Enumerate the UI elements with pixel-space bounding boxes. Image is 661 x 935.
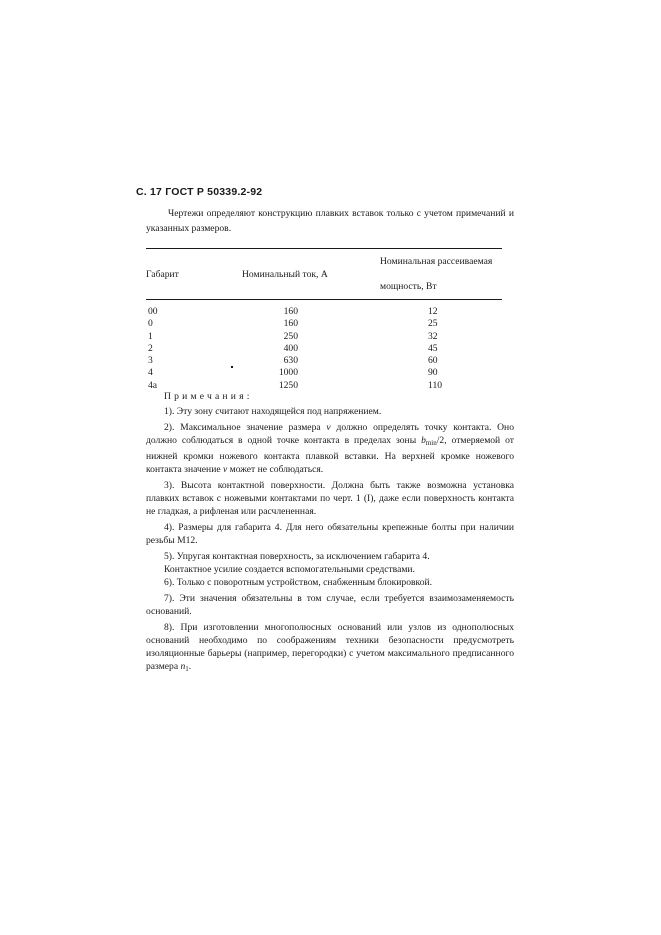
table-row bbox=[146, 331, 502, 343]
column-header-size: Габарит bbox=[146, 249, 230, 300]
table-row bbox=[146, 367, 502, 379]
note-2 bbox=[146, 421, 514, 476]
cell-size: 3 bbox=[148, 355, 153, 367]
n1-symbol bbox=[180, 661, 192, 673]
page-header: С. 17 ГОСТ Р 50339.2-92 bbox=[136, 186, 263, 198]
cell-current: 630 bbox=[283, 355, 298, 367]
cell-current: 1000 bbox=[278, 367, 298, 379]
note-8-text: 8). При изготовлении многополюсных оснований или узлов из однополюсных оснований необходимо по соображениям техники безопасности предусмотреть изоляционные барьеры (например, перегородки) с учетом максимального предписанного размера bbox=[146, 622, 514, 672]
note-6: 6). Только с поворотным устройством, снабженным блокировкой. bbox=[164, 577, 433, 588]
note-3: 3). Высота контактной поверхности. Должна быть также возможна установка плавких вставок с ножевыми контактами по черт. 1 (I), даже если поверхность контакта не гладкая, а рифленая или расчлененная. bbox=[146, 480, 514, 517]
cell-size: 0 bbox=[148, 318, 153, 330]
notes-title: Примечания: bbox=[164, 391, 253, 402]
cell-power: 32 bbox=[428, 330, 438, 342]
cell-power: 90 bbox=[428, 367, 438, 379]
cell-size: 00 bbox=[148, 306, 158, 317]
note-2-part-d: может не соблюдаться. bbox=[229, 464, 324, 475]
n-subscript: 1 bbox=[185, 665, 189, 673]
table-row bbox=[146, 355, 502, 367]
column-header-power-line1: Номинальная рассеиваемая bbox=[380, 256, 493, 267]
cell-size: 4 bbox=[148, 367, 153, 379]
cell-size: 4а bbox=[148, 379, 158, 391]
notes-section bbox=[146, 390, 514, 676]
note-2-part-c: /2, отмеряемой от нижней кромки ножевого контакта плавкой вставки. На верхней кромке ножевого контакта значение bbox=[146, 435, 514, 475]
print-mark bbox=[231, 366, 233, 368]
intro-paragraph bbox=[146, 206, 514, 236]
table-row bbox=[146, 343, 502, 355]
column-header-power bbox=[362, 249, 502, 300]
table-row bbox=[146, 318, 502, 330]
note-8-end: . bbox=[188, 661, 192, 672]
note-8 bbox=[146, 621, 514, 676]
intro-text: Чертежи определяют конструкцию плавких вставок только с учетом примечаний и указанных размеров. bbox=[146, 208, 514, 234]
cell-power: 25 bbox=[428, 318, 438, 330]
cell-current: 160 bbox=[283, 306, 298, 317]
cell-power: 60 bbox=[428, 355, 438, 367]
b-symbol: b bbox=[421, 435, 426, 446]
note-2-part-a: 2). Максимальное значение размера bbox=[164, 422, 321, 433]
cell-size: 1 bbox=[148, 330, 153, 342]
cell-current: 160 bbox=[283, 318, 298, 330]
note-5-cont: Контактное усилие создается вспомогательными средствами. bbox=[164, 564, 415, 575]
cell-power: 45 bbox=[428, 342, 438, 354]
column-header-power-line2: мощность, Вт bbox=[380, 281, 437, 292]
var-v: v bbox=[223, 464, 228, 475]
column-header-current: Номинальный ток, А bbox=[230, 249, 362, 300]
min-subscript: min bbox=[425, 439, 437, 447]
n-symbol: n bbox=[180, 661, 186, 672]
note-5: 5). Упругая контактная поверхность, за исключением габарита 4. bbox=[164, 551, 430, 562]
cell-size: 2 bbox=[148, 342, 153, 354]
table-row bbox=[146, 300, 502, 319]
b-min-symbol bbox=[421, 435, 437, 446]
cell-current: 1250 bbox=[278, 379, 298, 391]
cell-current: 400 bbox=[283, 342, 298, 354]
cell-current: 250 bbox=[283, 330, 298, 342]
note-1: 1). Эту зону считают находящейся под напряжением. bbox=[164, 406, 382, 417]
var-v: v bbox=[326, 422, 331, 433]
fuse-data-table bbox=[146, 248, 502, 392]
table-header-row bbox=[146, 249, 502, 300]
cell-power: 110 bbox=[428, 379, 443, 391]
note-4: 4). Размеры для габарита 4. Для него обязательны крепежные болты при наличии резьбы М12. bbox=[146, 522, 514, 546]
cell-power: 12 bbox=[428, 306, 438, 317]
note-7: 7). Эти значения обязательны в том случае, если требуется взаимозаменяемость оснований. bbox=[146, 593, 514, 617]
note-2-part-b: должно определять точку контакта. Оно должно соблюдаться в одной точке контакта в пределах зоны bbox=[146, 422, 514, 446]
